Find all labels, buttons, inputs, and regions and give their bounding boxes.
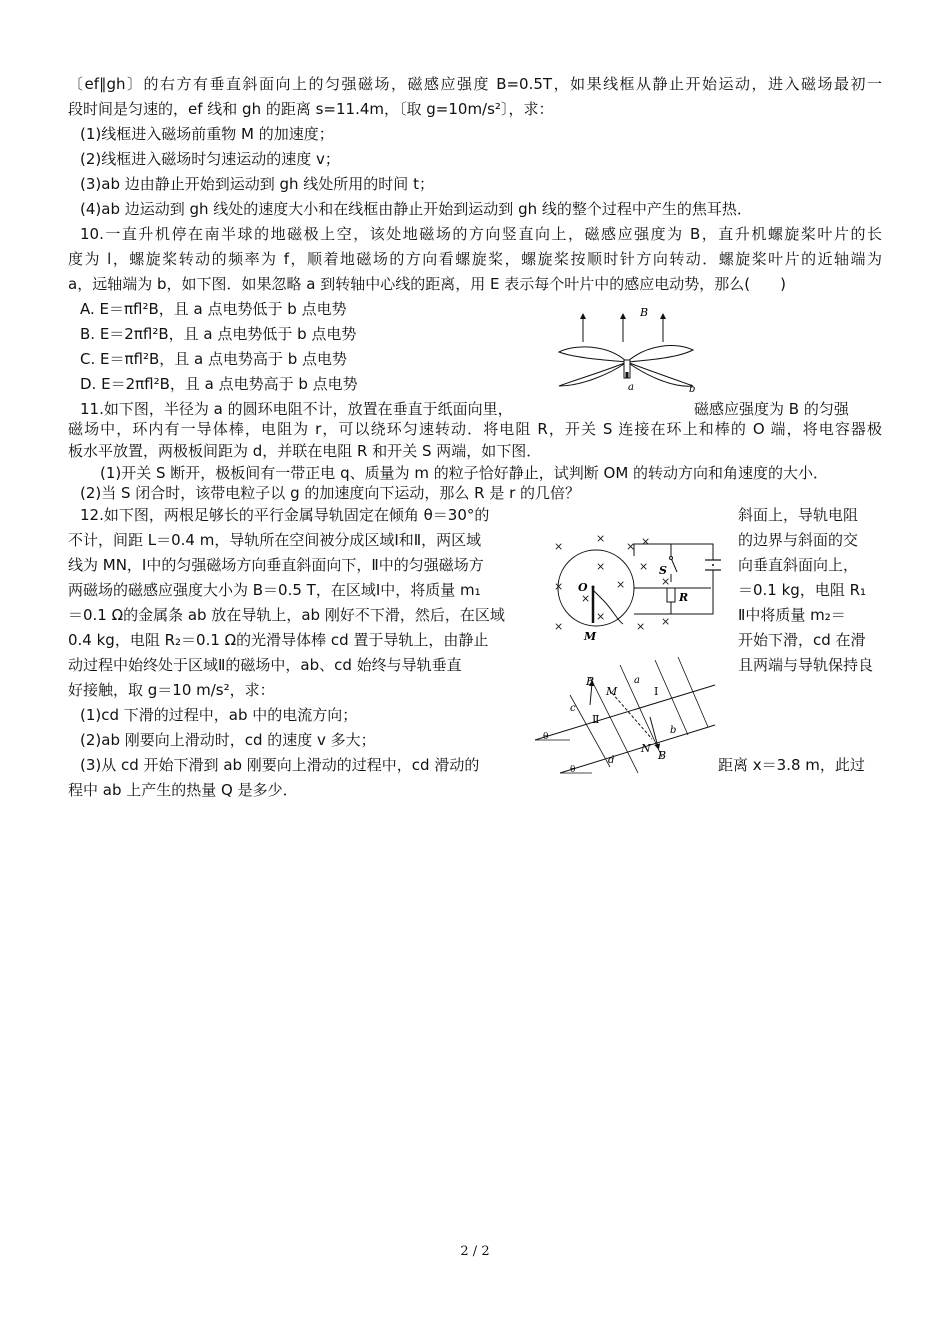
label-b-upper: B xyxy=(586,675,595,688)
label-m: M xyxy=(584,630,597,643)
question-11-stem: 11.如下图，半径为 a 的圆环电阻不计，放置在垂直于纸面向里， xyxy=(80,400,513,418)
blade xyxy=(627,346,693,362)
text-line: (3)从 cd 开始下滑到 ab 刚要向上滑动的过程中，cd 滑动的 xyxy=(80,756,480,774)
label-d: d xyxy=(608,755,615,766)
text-line: 磁感应强度为 B 的匀强 xyxy=(694,400,849,418)
svg-text:×: × xyxy=(596,560,606,573)
svg-text:×: × xyxy=(626,540,636,553)
hatch xyxy=(678,657,708,727)
propeller-figure xyxy=(553,300,703,400)
option-c: C. E＝πfl²B，且 a 点电势高于 b 点电势 xyxy=(80,350,348,368)
text-line: 好接触，取 g＝10 m/s²，求： xyxy=(68,681,275,699)
blade xyxy=(627,362,693,386)
text-line: 距离 x＝3.8 m，此过 xyxy=(718,756,865,774)
angle-label: θ xyxy=(543,732,549,742)
svg-text:×: × xyxy=(596,610,606,623)
label-o: O xyxy=(578,581,588,594)
page-number: 2 / 2 xyxy=(460,1244,490,1259)
svg-text:×: × xyxy=(661,615,671,628)
svg-text:×: × xyxy=(639,560,649,573)
label-b-field: B xyxy=(640,306,649,319)
blade xyxy=(559,362,627,386)
rod-wire xyxy=(603,600,623,624)
text-line: 斜面上，导轨电阻 xyxy=(738,506,859,524)
text-line: 不计，间距 L＝0.4 m，导轨所在空间被分成区域Ⅰ和Ⅱ，两区域 xyxy=(68,531,482,549)
field-arrow-down xyxy=(650,717,658,747)
label-region-1: Ⅰ xyxy=(654,685,659,698)
resistor-r xyxy=(667,588,675,602)
text-line: a，远轴端为 b，如下图．如果忽略 a 到转轴中心线的距离，用 E 表示每个叶片中的感应电动势，那么( ) xyxy=(68,275,786,293)
angle-label: θ xyxy=(570,765,576,775)
label-region-2: Ⅱ xyxy=(592,713,600,726)
text-line: 度为 l，螺旋桨转动的频率为 f，顺着地磁场的方向看螺旋桨，螺旋桨按顺时针方向转动．螺旋桨叶片的近轴端为 xyxy=(68,250,882,268)
switch-contact xyxy=(670,557,673,560)
svg-text:×: × xyxy=(596,532,606,545)
svg-text:×: × xyxy=(616,578,626,591)
text-line: (2)线框进入磁场时匀速运动的速度 v； xyxy=(80,150,340,168)
svg-text:×: × xyxy=(636,620,646,633)
text-line: ＝0.1 kg，电阻 R₁ xyxy=(738,581,867,599)
label-b-point: b xyxy=(670,725,677,736)
text-line: 段时间是匀速的，ef 线和 gh 的距离 s=11.4m，〔取 g=10m/s²〕，求： xyxy=(68,100,554,118)
blade xyxy=(559,347,627,362)
text-line: (2)当 S 闭合时，该带电粒子以 g 的加速度向下运动，那么 R 是 r 的几倍？ xyxy=(80,484,581,502)
option-b: B. E＝2πfl²B，且 a 点电势低于 b 点电势 xyxy=(80,325,357,343)
rail-lower xyxy=(560,725,715,773)
text-line: 且两端与导轨保持良 xyxy=(738,656,874,674)
label-b: b xyxy=(689,384,696,395)
text-line: 开始下滑，cd 在滑 xyxy=(738,631,866,649)
question-10-stem: 10.一直升机停在南半球的地磁极上空，该处地磁场的方向竖直向上，磁感应强度为 B，直升机螺旋桨叶片的长 xyxy=(80,225,882,243)
text-line: 线为 MN，Ⅰ中的匀强磁场方向垂直斜面向下，Ⅱ中的匀强磁场方 xyxy=(68,556,484,574)
label-n: N xyxy=(641,742,651,755)
text-line: (1)开关 S 断开，极板间有一带正电 q、质量为 m 的粒子恰好静止，试判断 OM 的转动方向和角速度的大小． xyxy=(100,464,829,482)
svg-text:×: × xyxy=(554,580,564,593)
svg-text:×: × xyxy=(554,620,564,633)
label-a: a xyxy=(634,675,640,686)
label-a: a xyxy=(628,382,634,393)
option-d: D. E＝2πfl²B，且 a 点电势高于 b 点电势 xyxy=(80,375,358,393)
label-s: S xyxy=(659,564,667,577)
text-line: 板水平放置，两极板间距为 d，并联在电阻 R 和开关 S 两端，如下图． xyxy=(68,442,542,460)
particle xyxy=(712,564,714,566)
svg-text:×: × xyxy=(661,575,671,588)
boundary-mn xyxy=(612,693,652,739)
label-r: R xyxy=(679,591,689,604)
svg-text:×: × xyxy=(641,535,651,548)
svg-text:×: × xyxy=(554,540,564,553)
shaft-base xyxy=(626,372,629,378)
ring-circuit-figure xyxy=(551,530,731,645)
text-line: Ⅱ中将质量 m₂＝ xyxy=(738,606,846,624)
text-line: 的边界与斜面的交 xyxy=(738,531,859,549)
text-line: 磁场中，环内有一导体棒，电阻为 r，可以绕环匀速转动．将电阻 R，开关 S 连接在环上和棒的 O 端，将电容器极 xyxy=(68,420,882,438)
text-line: 动过程中始终处于区域Ⅱ的磁场中，ab、cd 始终与导轨垂直 xyxy=(68,656,462,674)
svg-text:×: × xyxy=(581,592,591,605)
text-line: 程中 ab 上产生的热量 Q 是多少． xyxy=(68,781,298,799)
text-line: 向垂直斜面向上， xyxy=(738,556,859,574)
text-line: (4)ab 边运动到 gh 线处的速度大小和在线框由静止开始到运动到 gh 线的整个过程中产生的焦耳热． xyxy=(80,200,752,218)
label-b-lower: B xyxy=(658,749,667,762)
text-line: 两磁场的磁感应强度大小为 B＝0.5 T，在区域Ⅰ中，将质量 m₁ xyxy=(68,581,481,599)
text-line: 〔ef∥gh〕的右方有垂直斜面向上的匀强磁场，磁感应强度 B=0.5T，如果线框从静止开始运动，进入磁场最初一 xyxy=(68,75,882,93)
inclined-rails-figure xyxy=(530,655,720,780)
label-m: M xyxy=(606,685,618,698)
text-line: 0.4 kg，电阻 R₂＝0.1 Ω的光滑导体棒 cd 置于导轨上，由静止 xyxy=(68,631,489,649)
text-line: ＝0.1 Ω的金属条 ab 放在导轨上，ab 刚好不下滑，然后，在区域 xyxy=(68,606,505,624)
field-crosses xyxy=(554,532,670,633)
switch-s xyxy=(671,558,677,572)
question-12-stem: 12.如下图，两根足够长的平行金属导轨固定在倾角 θ＝30°的 xyxy=(80,506,490,524)
hatch xyxy=(655,660,688,735)
rail-upper xyxy=(535,685,715,740)
text-line: (2)ab 刚要向上滑动时，cd 的速度 v 多大； xyxy=(80,731,376,749)
text-line: (3)ab 边由静止开始到运动到 gh 线处所用的时间 t； xyxy=(80,175,434,193)
option-a: A. E＝πfl²B，且 a 点电势低于 b 点电势 xyxy=(80,300,347,318)
rod-wire xyxy=(593,590,603,600)
text-line: (1)线框进入磁场前重物 M 的加速度； xyxy=(80,125,334,143)
text-line: (1)cd 下滑的过程中，ab 中的电流方向； xyxy=(80,706,358,724)
label-c: c xyxy=(570,703,576,714)
